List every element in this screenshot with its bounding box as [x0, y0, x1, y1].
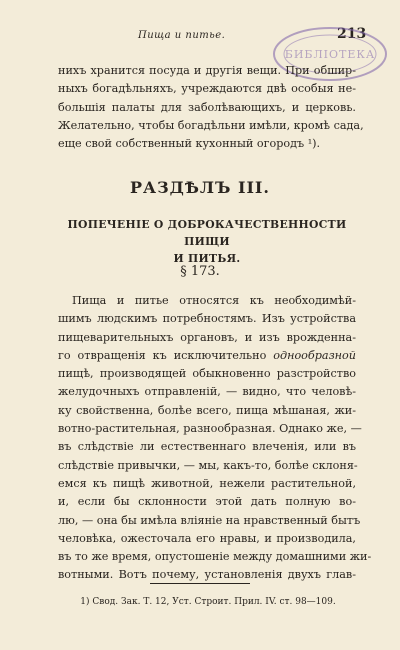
text-line: человѣка, ожесточала его нравы, и производила,: [58, 531, 356, 545]
text-segment: го отвращенія къ исключительно: [58, 348, 274, 362]
text-line: въ то же время, опустошеніе между домашними жи-: [58, 550, 372, 564]
text-line: емся къ пищѣ животной, нежели растительной,: [58, 476, 356, 490]
text-line: вотно-растительная, разнообразная. Однако же, —: [58, 422, 362, 436]
text-line: ныхъ богадѣльняхъ, учреждаются двѣ особыя не-: [58, 82, 356, 96]
text-line: ку свойственна, болѣе всего, пища мѣшаная, жи-: [58, 403, 356, 417]
section-subtitle-line-2: И ПИТЬЯ.: [173, 252, 241, 265]
italic-emphasis: однообразной: [273, 348, 356, 362]
text-line: желудочныхъ отправленій, — видно, что человѣ-: [58, 385, 356, 399]
page-header: [0, 26, 400, 61]
footnote: 1) Свод. Зак. Т. 12, Уст. Строит. Прил. IV. ст. 98—109.: [80, 597, 336, 607]
text-line: вотными. Вотъ почему, установленія двухъ глав-: [58, 568, 356, 582]
text-line: Пища и питье относятся къ необходимѣй-: [72, 294, 356, 307]
section-subtitle: [58, 216, 356, 267]
text-line: и, если бы склонности этой дать полную во-: [58, 495, 356, 509]
text-line: слѣдствіе привычки, — мы, какъ-то, болѣе склоня-: [58, 458, 358, 472]
text-line: лю, — она бы имѣла вліяніе на нравственный бытъ: [58, 513, 361, 527]
text-line: Желательно, чтобы богадѣльни имѣли, кромѣ сада,: [58, 118, 364, 132]
text-line: пищѣ, производящей обыкновенно разстройство: [58, 367, 356, 381]
text-line: пищеварительныхъ органовъ, и изъ врожденна-: [58, 330, 356, 344]
svg-text:БИБЛІОТЕКА: БИБЛІОТЕКА: [284, 48, 376, 61]
footnote-divider: [150, 583, 250, 584]
text-line: нихъ хранится посуда и другія вещи. При обшир-: [58, 64, 356, 77]
running-head: Пища и питье.: [138, 30, 226, 41]
paragraph-2: [58, 292, 372, 585]
text-line: шимъ людскимъ потребностямъ. Изъ устройства: [58, 312, 356, 326]
paragraph-number: § 173.: [180, 264, 220, 279]
text-line: въ слѣдствіе ли естественнаго влеченія, или въ: [58, 440, 356, 454]
text-line: большія палаты для заболѣвающихъ, и церковь.: [58, 100, 356, 114]
paragraph-1: [58, 62, 364, 153]
section-title: РАЗДѢЛЪ III.: [130, 178, 270, 197]
page-number: 213: [337, 26, 367, 42]
text-line: еще свой собственный кухонный огородъ ¹).: [58, 137, 321, 151]
text-line: [58, 347, 356, 365]
section-subtitle-line-1: ПОПЕЧЕНІЕ О ДОБРОКАЧЕСТВЕННОСТИ ПИЩИ: [67, 218, 347, 248]
